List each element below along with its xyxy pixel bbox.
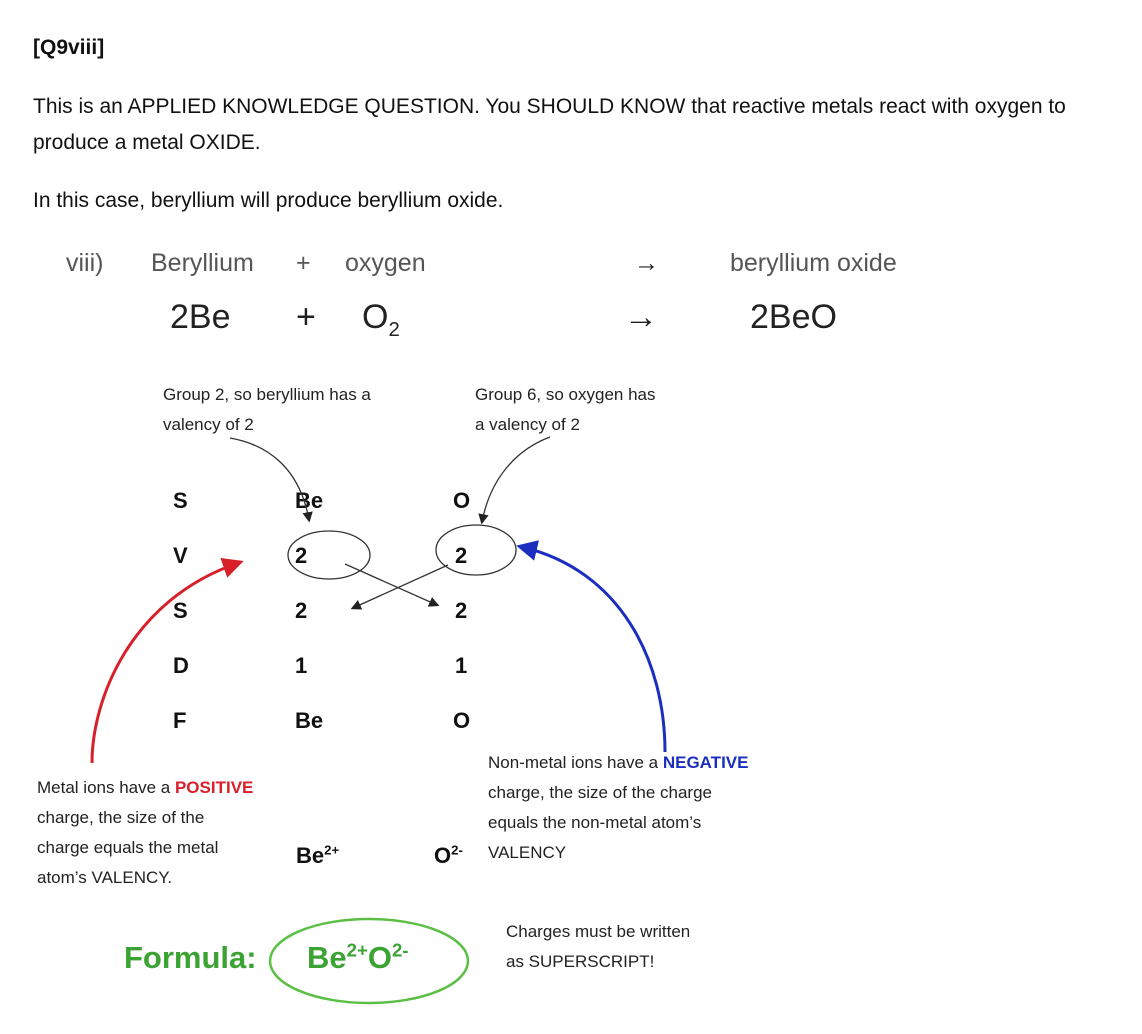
intro-paragraph: This is an APPLIED KNOWLEDGE QUESTION. You SHOULD KNOW that reactive metals react with oxygen to produce a metal OXIDE. xyxy=(33,95,1066,154)
o-divide: 1 xyxy=(455,653,468,678)
be-divide: 1 xyxy=(295,653,308,678)
note-metal-ions: Metal ions have a POSITIVE charge, the size of the charge equals the metal atom’s VALENCY. xyxy=(37,778,254,887)
be-symbol: Be xyxy=(295,488,324,513)
symbol-product: 2BeO xyxy=(750,298,837,336)
symbol-reactant-1: 2Be xyxy=(170,298,231,336)
o-valency: 2 xyxy=(455,543,468,568)
o-ion: $O^{2-}$ xyxy=(434,842,463,868)
symbol-reactant-2: $O_2$ xyxy=(362,298,400,341)
note-superscript: Charges must be written as SUPERSCRIPT! xyxy=(506,922,691,971)
symbol-arrow: → xyxy=(624,298,658,336)
note-be-group: Group 2, so beryllium has a valency of 2 xyxy=(163,385,371,434)
o-valency-ellipse xyxy=(436,525,516,575)
case-paragraph: In this case, beryllium will produce beryllium oxide. xyxy=(33,189,504,212)
o-group-arrow xyxy=(482,437,550,522)
be-swap: 2 xyxy=(295,598,308,623)
negative-keyword: NEGATIVE xyxy=(662,753,749,772)
word-arrow: → xyxy=(634,249,659,277)
positive-keyword: POSITIVE xyxy=(174,778,254,797)
word-reactant-1: Beryllium xyxy=(151,249,254,277)
svsdf-letter-v: V xyxy=(173,543,188,568)
question-id: [Q9viii] xyxy=(33,36,105,59)
word-plus: + xyxy=(296,249,311,277)
formula-label: Formula: xyxy=(124,940,257,975)
note-nonmetal-ions: Non-metal ions have a NEGATIVE charge, the size of the charge equals the non-metal atom’s VALENCY xyxy=(488,753,749,862)
symbol-plus: + xyxy=(296,298,316,336)
svsdf-letter-f: F xyxy=(173,708,187,733)
word-reactant-2: oxygen xyxy=(345,249,426,277)
swap-arrow-be-to-o xyxy=(345,564,437,605)
part-label: viii) xyxy=(66,249,104,277)
svsdf-letter-s2: S xyxy=(173,598,188,623)
o-symbol: O xyxy=(453,488,471,513)
be-valency: 2 xyxy=(295,543,308,568)
o-swap: 2 xyxy=(455,598,468,623)
be-formula-symbol: Be xyxy=(295,708,324,733)
o-formula-symbol: O xyxy=(453,708,471,733)
positive-arrow xyxy=(92,563,238,763)
note-o-group: Group 6, so oxygen has a valency of 2 xyxy=(475,385,656,434)
word-product: beryllium oxide xyxy=(730,249,897,277)
formula-value: $Be^{2+}O^{2-}$ xyxy=(307,939,409,975)
svsdf-letter-s: S xyxy=(173,488,188,513)
svsdf-letter-d: D xyxy=(173,653,189,678)
negative-arrow xyxy=(522,547,665,752)
swap-arrow-o-to-be xyxy=(353,565,448,608)
be-ion: $Be^{2+}$ xyxy=(296,842,340,868)
